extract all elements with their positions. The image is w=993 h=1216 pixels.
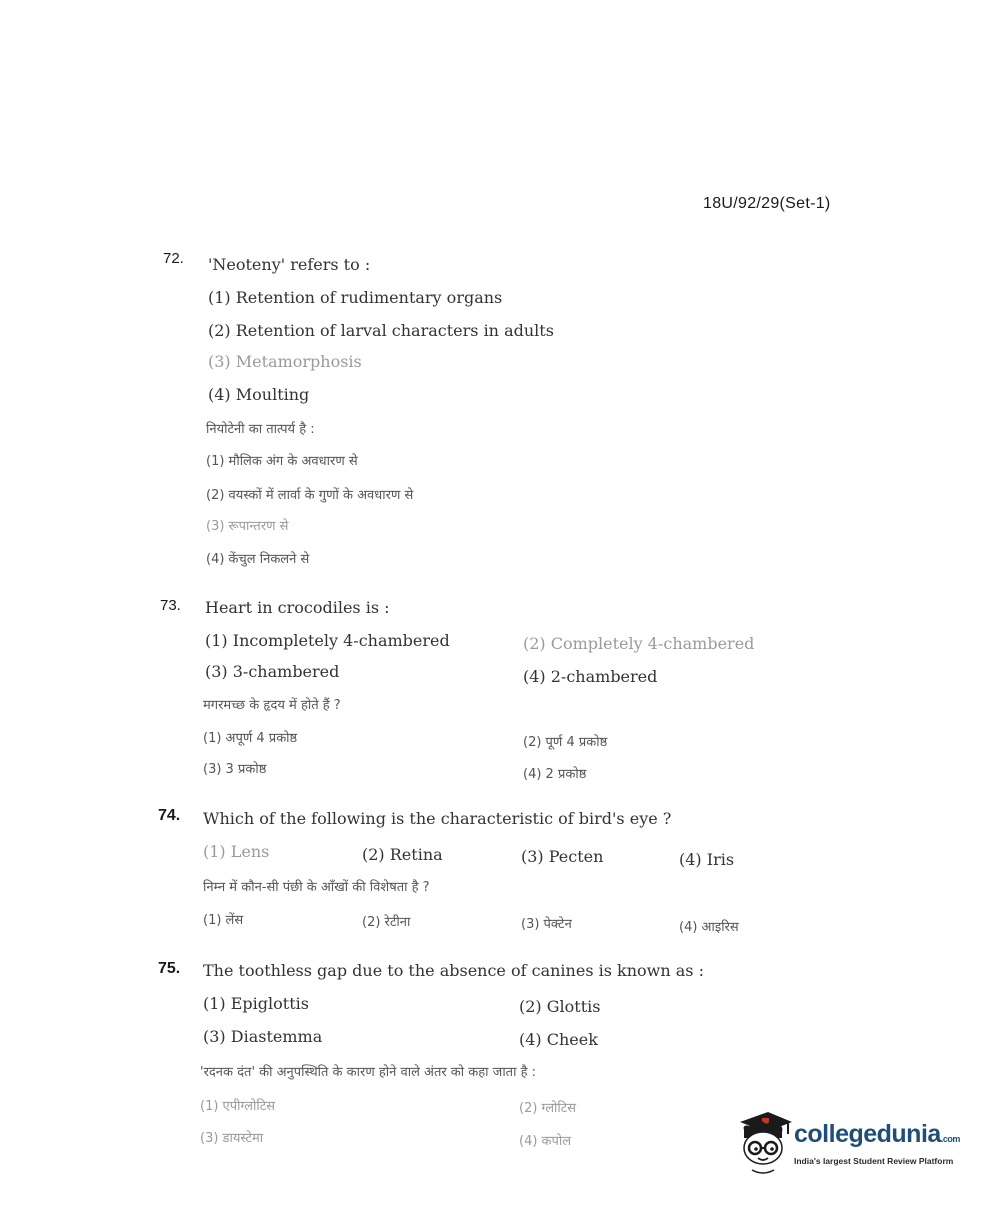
option-en-3: (3) Pecten [521, 847, 604, 866]
option-en-3: (3) 3-chambered [205, 662, 340, 681]
question-number: 75. [158, 960, 181, 977]
option-hi-2: (2) रेटीना [362, 915, 411, 930]
option-hi-3: (3) 3 प्रकोष्ठ [203, 762, 267, 777]
option-en-2: (2) Retention of larval characters in adults [208, 321, 554, 340]
option-hi-1: (1) लेंस [203, 913, 244, 928]
option-en-1: (1) Lens [203, 842, 270, 861]
question-text-english: Which of the following is the characteristic of bird's eye ? [203, 809, 672, 828]
question-text-english: Heart in crocodiles is : [205, 598, 390, 617]
paper-code: 18U/92/29(Set-1) [703, 195, 831, 212]
option-hi-2: (2) ग्लोटिस [519, 1101, 577, 1116]
question-number: 74. [158, 807, 181, 824]
mascot-icon [736, 1108, 794, 1178]
option-hi-3: (3) डायस्टेमा [200, 1131, 264, 1146]
collegedunia-logo [736, 1108, 968, 1178]
option-en-3: (3) Metamorphosis [208, 352, 362, 371]
question-text-hindi: मगरमच्छ के हृदय में होते हैं ? [203, 698, 341, 713]
question-text-english: The toothless gap due to the absence of canines is known as : [203, 961, 704, 980]
brand-wordmark: collegedunia [794, 1120, 941, 1148]
option-en-4: (4) Iris [679, 850, 735, 869]
option-hi-4: (4) कपोल [519, 1134, 572, 1149]
question-text-hindi: नियोटेनी का तात्पर्य है : [206, 422, 315, 437]
option-en-2: (2) Glottis [519, 997, 601, 1016]
question-number: 72. [163, 250, 184, 267]
option-hi-1: (1) एपीग्लोटिस [200, 1099, 276, 1114]
option-hi-1: (1) अपूर्ण 4 प्रकोष्ठ [203, 731, 298, 746]
brand-tagline: India's largest Student Review Platform [794, 1156, 954, 1166]
question-text-hindi: निम्न में कौन-सी पंछी के आँखों की विशेषता है ? [203, 880, 430, 895]
question-text-hindi: 'रदनक दंत' की अनुपस्थिति के कारण होने वाले अंतर को कहा जाता है : [200, 1065, 537, 1080]
option-hi-4: (4) 2 प्रकोष्ठ [523, 767, 587, 782]
option-en-1: (1) Incompletely 4-chambered [205, 631, 450, 650]
option-en-2: (2) Completely 4-chambered [523, 634, 755, 653]
option-en-4: (4) Moulting [208, 385, 310, 404]
option-en-4: (4) 2-chambered [523, 667, 658, 686]
option-hi-2: (2) वयस्कों में लार्वा के गुणों के अवधारण से [206, 488, 414, 503]
option-en-4: (4) Cheek [519, 1030, 598, 1049]
question-number: 73. [160, 597, 181, 614]
option-en-3: (3) Diastemma [203, 1027, 323, 1046]
option-en-1: (1) Retention of rudimentary organs [208, 288, 503, 307]
option-en-1: (1) Epiglottis [203, 994, 309, 1013]
option-hi-1: (1) मौलिक अंग के अवधारण से [206, 454, 358, 469]
option-hi-4: (4) केंचुल निकलने से [206, 552, 310, 567]
brand-suffix: .com [940, 1134, 960, 1144]
option-hi-4: (4) आइरिस [679, 920, 739, 935]
option-hi-3: (3) पेक्टेन [521, 917, 572, 932]
option-en-2: (2) Retina [362, 845, 443, 864]
option-hi-2: (2) पूर्ण 4 प्रकोष्ठ [523, 735, 608, 750]
brand-name [794, 1120, 960, 1149]
option-hi-3: (3) रूपान्तरण से [206, 519, 289, 534]
question-text-english: 'Neoteny' refers to : [208, 255, 371, 274]
